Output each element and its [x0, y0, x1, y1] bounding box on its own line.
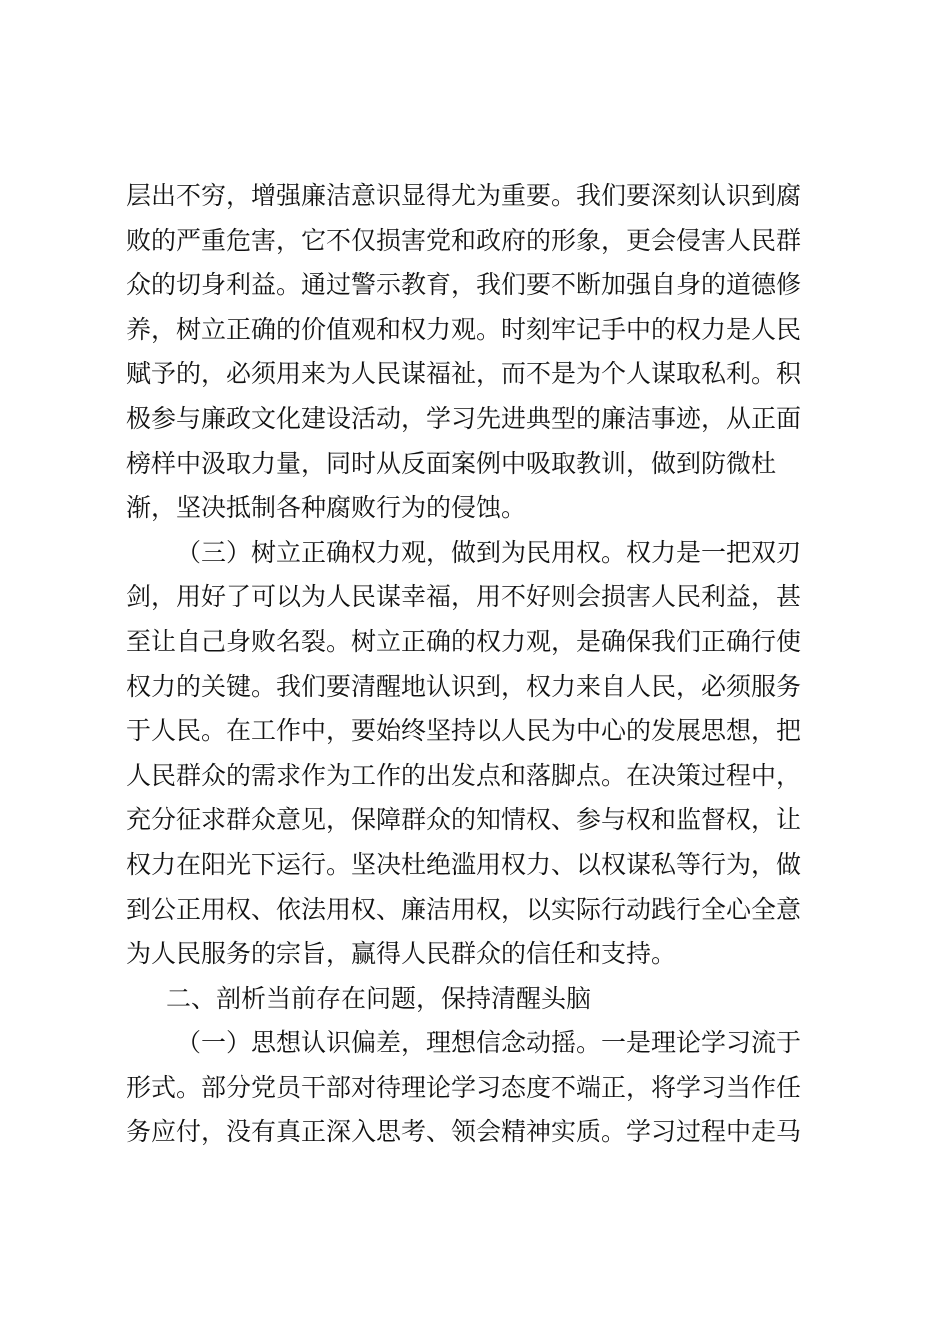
text-line: 败的严重危害，它不仅损害党和政府的形象，更会侵害人民群 [126, 225, 802, 255]
text-line: 务应付，没有真正深入思考、领会精神实质。学习过程中走马 [126, 1117, 802, 1147]
text-line: 形式。部分党员干部对待理论学习态度不端正，将学习当作任 [126, 1072, 802, 1102]
text-line: 权力的关键。我们要清醒地认识到，权力来自人民，必须服务 [126, 671, 802, 701]
text-line: 剑，用好了可以为人民谋幸福，用不好则会损害人民利益，甚 [126, 582, 802, 612]
text-line: 众的切身利益。通过警示教育，我们要不断加强自身的道德修 [126, 270, 802, 300]
text-line: 充分征求群众意见，保障群众的知情权、参与权和监督权，让 [126, 805, 802, 835]
text-line: 至让自己身败名裂。树立正确的权力观，是确保我们正确行使 [126, 626, 802, 656]
text-line: 极参与廉政文化建设活动，学习先进典型的廉洁事迹，从正面 [126, 403, 802, 433]
text-line: 层出不穷，增强廉洁意识显得尤为重要。我们要深刻认识到腐 [126, 181, 802, 210]
text-line: 到公正用权、依法用权、廉洁用权，以实际行动践行全心全意 [126, 894, 802, 924]
paragraph-start-line: （三）树立正确权力观，做到为民用权。权力是一把双刃 [176, 537, 802, 567]
text-line: 人民群众的需求作为工作的出发点和落脚点。在决策过程中， [126, 760, 802, 790]
text-line: 渐，坚决抵制各种腐败行为的侵蚀。 [126, 493, 527, 523]
text-line: 养，树立正确的价值观和权力观。时刻牢记手中的权力是人民 [126, 314, 802, 344]
document-body [126, 174, 826, 1155]
paragraph-start-line: （一）思想认识偏差，理想信念动摇。一是理论学习流于 [176, 1028, 802, 1058]
text-line: 于人民。在工作中，要始终坚持以人民为中心的发展思想，把 [126, 716, 802, 746]
text-line: 榜样中汲取力量，同时从反面案例中吸取教训，做到防微杜 [126, 448, 777, 478]
text-line: 权力在阳光下运行。坚决杜绝滥用权力、以权谋私等行为，做 [126, 849, 802, 879]
text-line: 为人民服务的宗旨，赢得人民群众的信任和支持。 [126, 939, 677, 969]
section-heading: 二、剖析当前存在问题，保持清醒头脑 [166, 983, 592, 1013]
text-line: 赋予的，必须用来为人民谋福祉，而不是为个人谋取私利。积 [126, 359, 802, 389]
